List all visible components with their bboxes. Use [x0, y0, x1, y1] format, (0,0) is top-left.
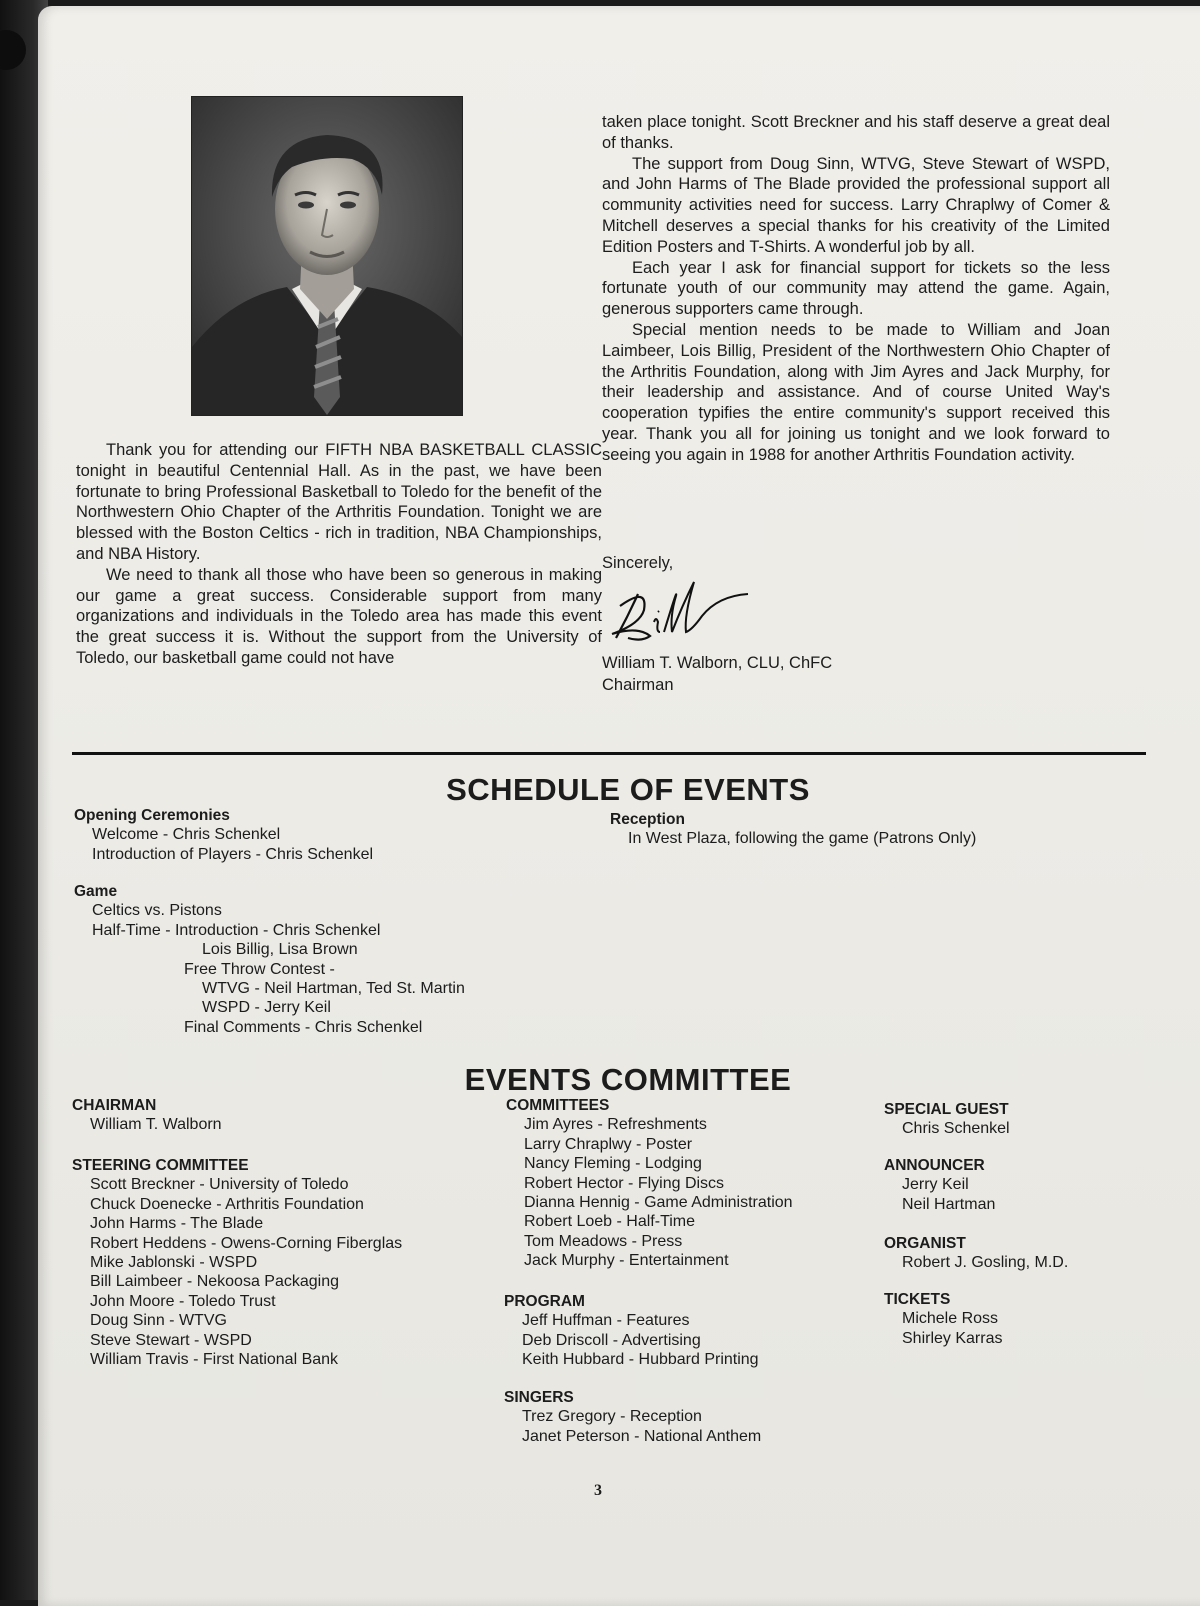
committee-program [504, 1292, 759, 1370]
signer-title: Chairman [602, 676, 674, 694]
committee-member: Jeff Huffman - Features [522, 1312, 690, 1330]
committee-member: Jerry Keil [902, 1176, 969, 1194]
committee-member: Janet Peterson - National Anthem [522, 1427, 762, 1445]
schedule-title: SCHEDULE OF EVENTS [446, 772, 810, 807]
letter-left-column [76, 440, 602, 669]
signature [598, 576, 758, 656]
schedule-game [74, 882, 465, 1037]
committee-member: Tom Meadows - Press [524, 1232, 683, 1250]
letter-paragraph: We need to thank all those who have been so generous in making our game a great success. Considerable support from many organizations and individuals in the Toledo area has made this event the great success it is. Without the support from the University of Toledo, our basketball game could not have [76, 565, 602, 667]
committee-tickets [884, 1290, 1002, 1348]
committee-heading: ORGANIST [884, 1235, 966, 1252]
letter-right-column [602, 112, 1110, 466]
chairman-portrait-photo [191, 96, 463, 416]
signer-name: William T. Walborn, CLU, ChFC [602, 654, 833, 672]
committee-member: Larry Chraplwy - Poster [524, 1135, 693, 1153]
committee-member: Scott Breckner - University of Toledo [90, 1176, 349, 1194]
schedule-item: Welcome - Chris Schenkel [92, 826, 281, 844]
program-page [38, 6, 1200, 1606]
schedule-heading: Reception [610, 811, 685, 828]
committee-member: Jim Ayres - Refreshments [524, 1116, 707, 1134]
committee-member: Neil Hartman [902, 1195, 996, 1213]
schedule-heading: Opening Ceremonies [74, 807, 230, 824]
schedule-item: WTVG - Neil Hartman, Ted St. Martin [202, 980, 465, 998]
committee-member: Dianna Hennig - Game Administration [524, 1194, 793, 1212]
committee-member: Mike Jablonski - WSPD [90, 1254, 258, 1272]
binder-hole [0, 30, 26, 70]
committee-committees [506, 1096, 793, 1271]
committee-member: Robert Heddens - Owens-Corning Fiberglas [90, 1234, 403, 1252]
committee-member: Chuck Doenecke - Arthritis Foundation [90, 1195, 364, 1213]
committee-member: Trez Gregory - Reception [522, 1408, 702, 1426]
schedule-item: Introduction of Players - Chris Schenkel [92, 845, 374, 863]
schedule-item: Final Comments - Chris Schenkel [184, 1018, 423, 1036]
committee-heading: TICKETS [884, 1291, 951, 1308]
letter-paragraph: The support from Doug Sinn, WTVG, Steve Stewart of WSPD, and John Harms of The Blade provided the professional support all community activities need for success. Larry Chraplwy of Comer & Mitchell deserves a special thanks for his creativity of the Limited Edition Posters and T-Shirts. A wonderful job by all. [602, 154, 1110, 256]
letter-paragraph: Special mention needs to be made to William and Joan Laimbeer, Lois Billig, President of the Northwestern Ohio Chapter of the Arthritis Foundation, along with Jim Ayres and Jack Murphy, for their leadership and assistance. And of course United Way's cooperation typifies the entire community's support received this year. Thank you all for joining us tonight and we look forward to seeing you again in 1988 for another Arthritis Foundation activity. [602, 320, 1110, 464]
committee-heading: ANNOUNCER [884, 1157, 985, 1174]
committee-member: John Harms - The Blade [90, 1215, 264, 1233]
committee-heading: SPECIAL GUEST [884, 1101, 1009, 1118]
committee-chairman [72, 1096, 222, 1135]
schedule-reception [610, 810, 976, 849]
committee-member: Deb Driscoll - Advertising [522, 1331, 701, 1349]
committee-member: Doug Sinn - WTVG [90, 1312, 227, 1330]
schedule-item: Half-Time - Introduction - Chris Schenkel [92, 921, 381, 939]
divider-rule [72, 752, 1146, 755]
page-number: 3 [594, 1482, 602, 1499]
committee-announcer [884, 1156, 995, 1214]
committee-heading: COMMITTEES [506, 1097, 610, 1114]
committee-heading: CHAIRMAN [72, 1097, 157, 1114]
schedule-item: WSPD - Jerry Keil [202, 999, 331, 1017]
committee-member: Shirley Karras [902, 1329, 1003, 1347]
committee-member: Keith Hubbard - Hubbard Printing [522, 1351, 759, 1369]
committee-heading: SINGERS [504, 1389, 574, 1406]
schedule-item: Lois Billig, Lisa Brown [202, 941, 358, 959]
committee-member: Robert J. Gosling, M.D. [902, 1254, 1069, 1272]
committee-member: Nancy Fleming - Lodging [524, 1155, 702, 1173]
committee-heading: PROGRAM [504, 1293, 585, 1310]
schedule-item: In West Plaza, following the game (Patrons Only) [628, 830, 977, 848]
letter-paragraph: Thank you for attending our FIFTH NBA BASKETBALL CLASSIC tonight in beautiful Centennial Hall. As in the past, we have been fortunate to bring Professional Basketball to Toledo for the benefit of the Northwestern Ohio Chapter of the Arthritis Foundation. Tonight we are blessed with the Boston Celtics - rich in tradition, NBA Championships, and NBA History. [76, 441, 602, 563]
committee-singers [504, 1388, 761, 1446]
committee-member: Michele Ross [902, 1310, 999, 1328]
committee-member: William T. Walborn [90, 1116, 222, 1134]
committee-member: Robert Hector - Flying Discs [524, 1174, 725, 1192]
committee-member: Steve Stewart - WSPD [90, 1331, 252, 1349]
committee-member: Bill Laimbeer - Nekoosa Packaging [90, 1273, 340, 1291]
committee-special-guest [884, 1100, 1010, 1139]
letter-paragraph: taken place tonight. Scott Breckner and his staff deserve a great deal of thanks. [602, 113, 1110, 152]
letter-paragraph: Each year I ask for financial support for tickets so the less fortunate youth of our community may attend the game. Again, generous supporters came through. [602, 258, 1110, 319]
committee-member: William Travis - First National Bank [90, 1351, 339, 1369]
schedule-heading: Game [74, 883, 118, 900]
committee-steering [72, 1156, 402, 1369]
committee-member: Robert Loeb - Half-Time [524, 1213, 696, 1231]
schedule-opening [74, 806, 373, 864]
committee-member: Chris Schenkel [902, 1120, 1010, 1138]
committee-heading: STEERING COMMITTEE [72, 1157, 249, 1174]
committee-member: John Moore - Toledo Trust [90, 1292, 276, 1310]
committee-title: EVENTS COMMITTEE [464, 1062, 792, 1097]
schedule-item: Free Throw Contest - [184, 960, 335, 978]
schedule-item: Celtics vs. Pistons [92, 902, 222, 920]
signer-block [602, 652, 832, 696]
committee-organist [884, 1234, 1068, 1273]
letter-closing: Sincerely, [602, 554, 674, 572]
committee-member: Jack Murphy - Entertainment [524, 1252, 729, 1270]
